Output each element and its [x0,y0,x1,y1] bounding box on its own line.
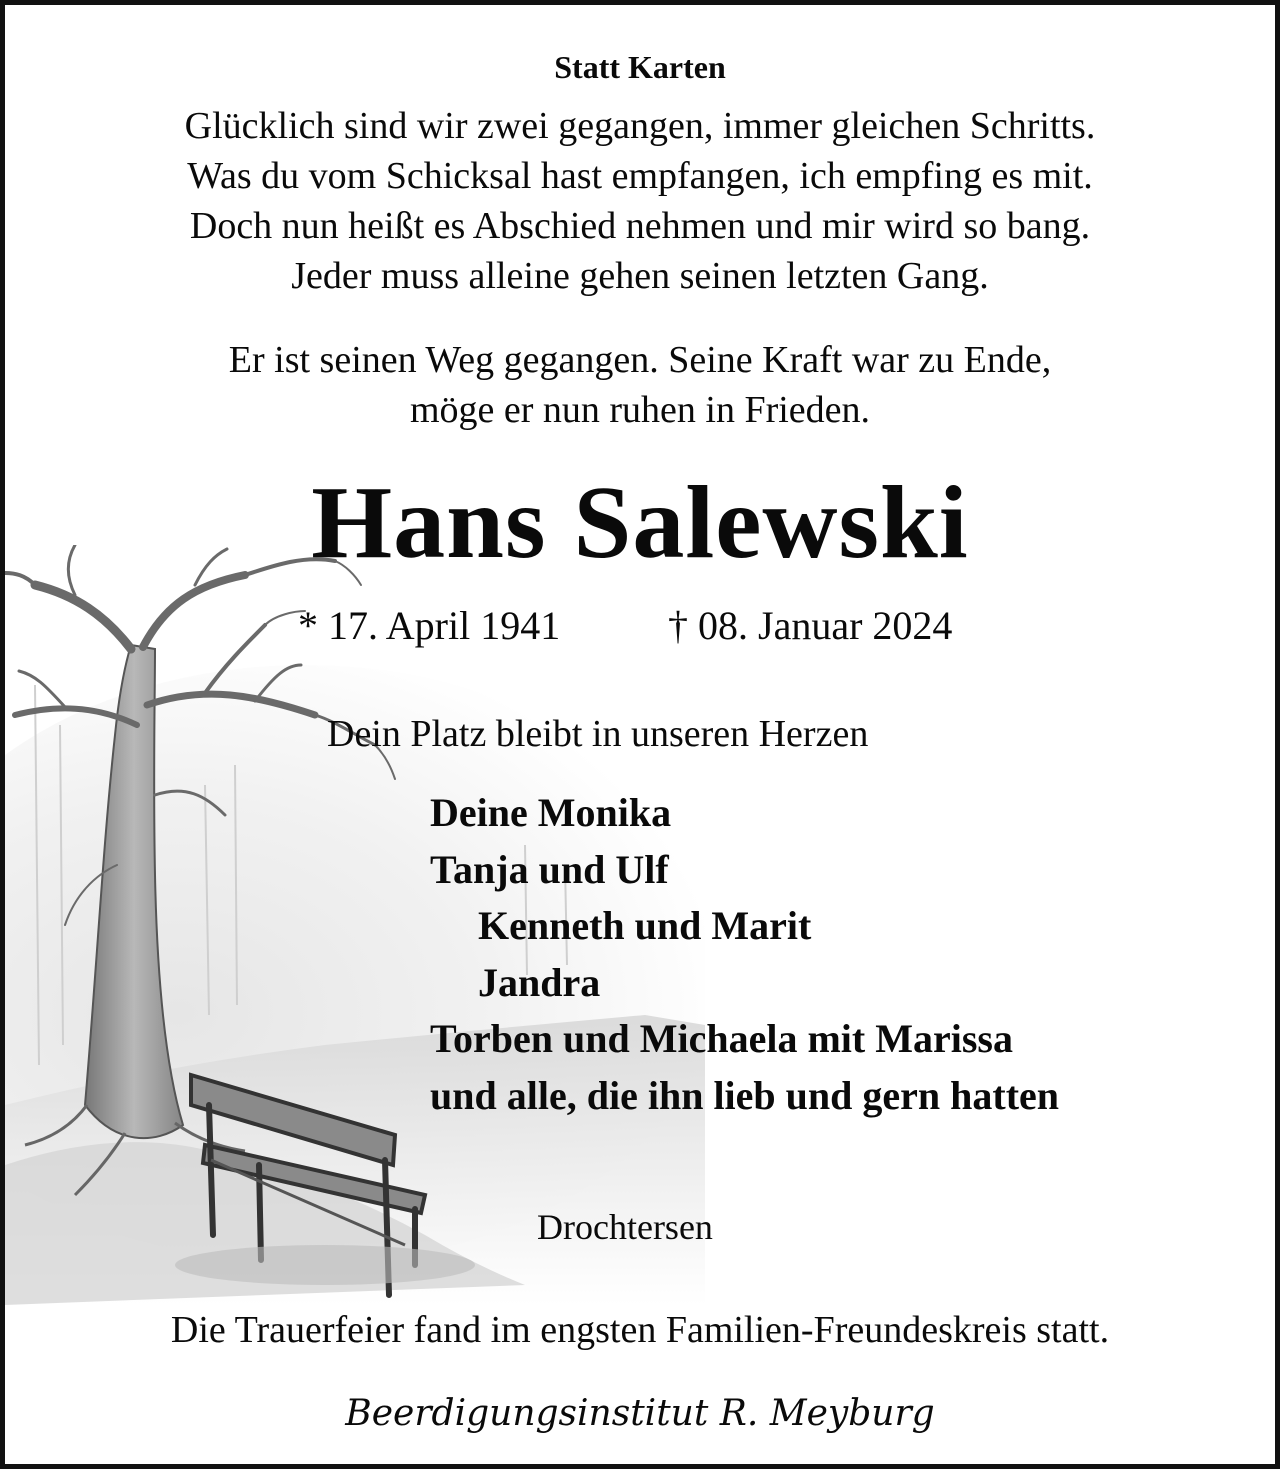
poem-line: Jeder muss alleine gehen seinen letzten Gang. [291,255,989,297]
mourner: Deine Monika [430,790,672,835]
verse-line: möge er nun ruhen in Frieden. [409,389,871,431]
poem [5,101,1275,301]
poem-line: Doch nun heißt es Abschied nehmen und mir wird so bang. [189,205,1091,247]
notice-heading: Statt Karten [554,49,726,85]
mourners-list [430,785,1059,1124]
mourner: Kenneth und Marit [478,903,812,948]
motto: Dein Platz bleibt in unseren Herzen [327,713,869,755]
poem-line: Glücklich sind wir zwei gegangen, immer gleichen Schritts. [184,105,1096,147]
poem-line: Was du vom Schicksal hast empfangen, ich empfing es mit. [187,155,1093,197]
place: Drochtersen [537,1207,713,1247]
verse-line: Er ist seinen Weg gegangen. Seine Kraft war zu Ende, [228,339,1052,381]
mourner: Jandra [478,959,601,1005]
mourner: und alle, die ihn lieb und gern hatten [430,1072,1060,1118]
mourner: Tanja und Ulf [430,846,669,892]
farewell-verse [5,335,1275,435]
death-date: † 08. Januar 2024 [668,603,953,648]
deceased-name: Hans Salewski [311,465,969,580]
funeral-home-signature: Beerdigungsinstitut R. Meyburg [345,1393,935,1434]
birth-date: * 17. April 1941 [298,603,561,648]
ceremony-note: Die Trauerfeier fand im engsten Familien-Freundeskreis statt. [170,1309,1110,1351]
mourner: Torben und Michaela mit Marissa [430,1016,1013,1061]
